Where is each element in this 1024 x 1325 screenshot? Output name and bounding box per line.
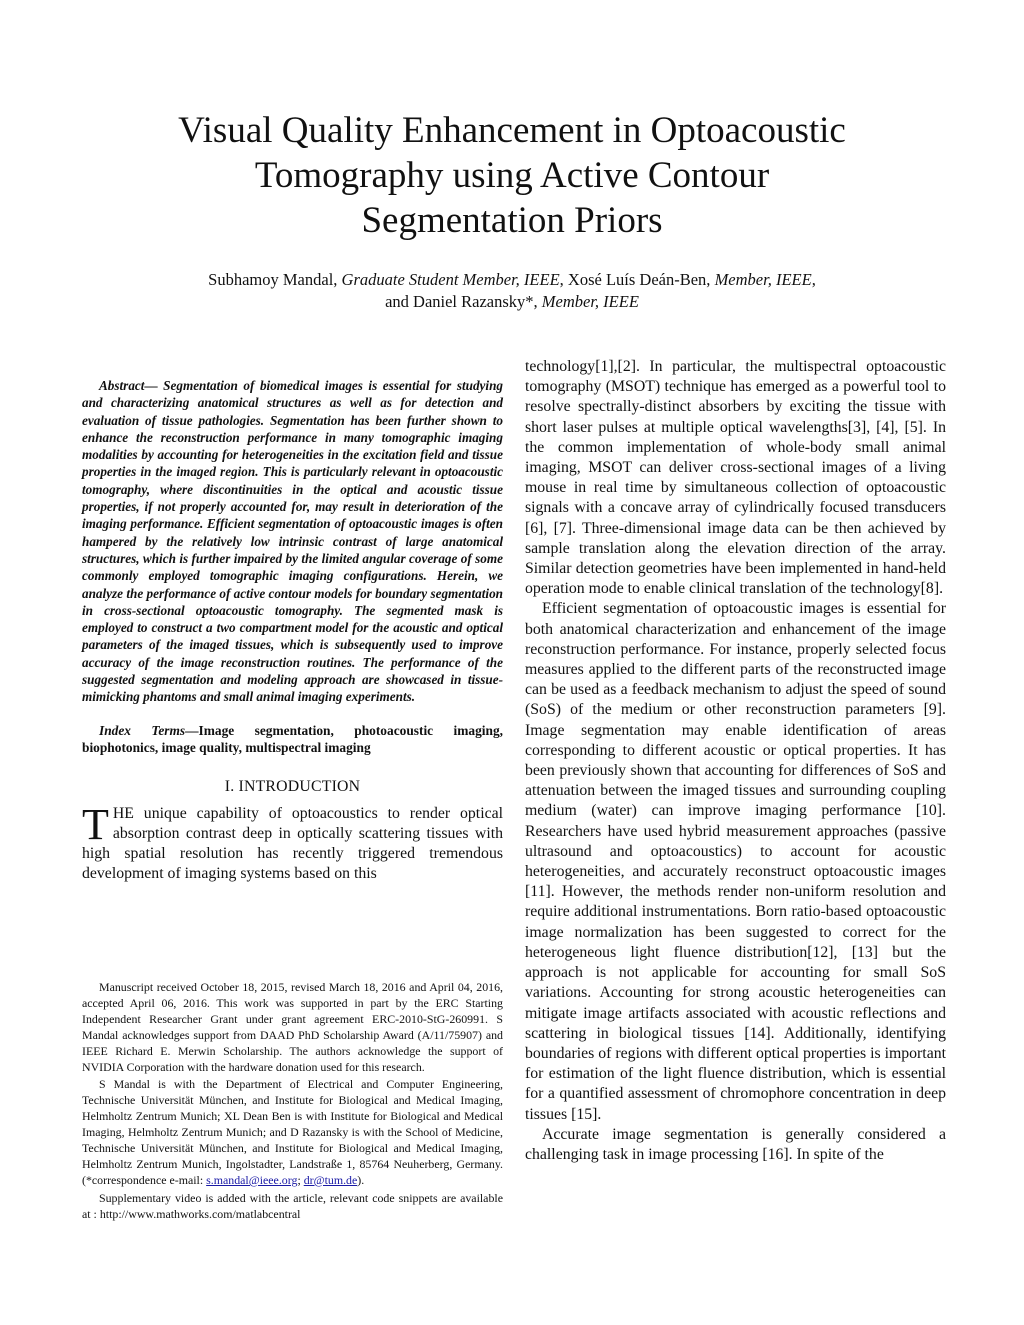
footnote-affiliations-text: S Mandal is with the Department of Electrical and Computer Engineering, Technische Universität München, and Institute for Biological and Medical Imaging, Helmholtz Zentrum Munich; XL Dean Ben is with Institute for Biological and Medical Imaging, Helmholtz Zentrum Munich; and D Razansky is with the School of Medicine, Technische Universität München, and Institute for Biological and Medical Imaging, Helmholtz Zentrum Munich, Ingolstadter, Landstraße 1, 85764 Neuherberg, Germany. (*correspondence e-mail: — [82, 1077, 503, 1187]
author-1-role: Graduate Student Member, IEEE — [341, 270, 560, 289]
index-terms-text: Image segmentation, photoacoustic imaging, biophotonics, image quality, multispectral imaging — [82, 722, 503, 756]
email-link-razansky[interactable]: dr@tum.de — [303, 1172, 358, 1187]
title-line-2: Tomography using Active Contour — [254, 155, 770, 196]
footnote-supplementary: Supplementary video is added with the article, relevant code snippets are available at : http://www.mathworks.com/matlabcentral — [82, 1190, 503, 1221]
right-column — [525, 357, 946, 1165]
left-column — [82, 377, 503, 885]
footnote-manuscript: Manuscript received October 18, 2015, revised March 18, 2016 and April 04, 2016, accepted April 06, 2016. This work was supported in part by the ERC Starting Independent Researcher Grant under grant agreement ERC-2010-StG-260991. S Mandal acknowledges support from DAAD PhD Scholarship Award (A/11/75907) and IEEE Richard E. Merwin Scholarship. The authors acknowledge the support of NVIDIA Corporation with the hardware donation used for this research. — [82, 980, 503, 1074]
intro-paragraph — [82, 799, 503, 885]
author-separator: , — [811, 270, 816, 289]
author-2-name: , Xosé Luís Deán-Ben, — [559, 270, 715, 289]
body-paragraph: Efficient segmentation of optoacoustic images is essential for both anatomical characterization and enhancement of the image reconstruction performance. For instance, properly selected focus measures applied to the different parts of the reconstructed image can be used as a feedback mechanism to adjust the speed of sound (SoS) of the medium or other reconstruction parameters [9]. Image segmentation may enable identification of areas corresponding to different acoustic or optical properties. It has been previously shown that accounting for differences of SoS and attenuation between the imaged tissues and surrounding coupling medium (water) can improve imaging performance [10]. Researchers have used hybrid measurement approaches (passive ultrasound and optoacoustics) to account for acoustic heterogeneities, and accurately reconstruct optoacoustic images [11]. However, the methods render non-uniform resolution and require additional instrumentations. Born ratio-based optoacoustic image normalization has been suggested to correct for the heterogeneous light fluence distribution[12], [13] but the approach is not applicable for accounting for small SoS variations. Accounting for strong acoustic heterogeneities can mitigate image artifacts associated with acoustic reflections and scattering in biological tissues [14]. Additionally, identifying boundaries of regions with different optical properties is important for estimation of the light fluence distribution, which is essential for a quantified assessment of chromophore concentration in deep tissues [15]. — [525, 600, 946, 1123]
abstract-text: Segmentation of biomedical images is essential for studying and characterizing anatomical structures as well as for detection and evaluation of tissue pathologies. Segmentation has been further shown to enhance the reconstruction performance in many tomographic imaging modalities by accounting for heterogeneities in the excitation field and tissue properties in the imaged region. This is particularly relevant in optoacoustic tomography, where discontinuities in the optical and acoustic tissue properties, if not properly accounted for, may result in deterioration of the imaging performance. Efficient segmentation of optoacoustic images is often hampered by the relatively low intrinsic contrast of large anatomical structures, which is further impaired by the limited angular coverage of some commonly employed tomographic imaging configurations. Herein, we analyze the performance of active contour models for boundary segmentation in cross-sectional optoacoustic tomography. The segmented mask is employed to construct a two compartment model for the acoustic and optical parameters of the imaged tissues, which is subsequently used to improve accuracy of the image reconstruction routines. The performance of the suggested segmentation and modeling approach are showcased in tissue-mimicking phantoms and small animal imaging experiments. — [82, 378, 503, 705]
email-separator: ; — [297, 1172, 304, 1187]
footnote-affiliations-end: ). — [357, 1172, 365, 1187]
paper-title — [90, 108, 934, 243]
author-list — [90, 269, 934, 313]
author-3-role: Member, IEEE — [541, 292, 639, 311]
index-terms-label: Index Terms — [99, 722, 186, 738]
footnote-affiliations — [82, 1077, 503, 1188]
index-terms — [82, 722, 503, 757]
body-paragraph: technology[1],[2]. In particular, the multispectral optoacoustic tomography (MSOT) technique has emerged as a powerful tool to resolve spectrally-distinct absorbers by exciting the tissue with short laser pulses at multiple optical wavelengths[3], [4], [5]. In the common implementation of whole-body small animal imaging, MSOT can deliver cross-sectional images of a living mouse in real time by simultaneous collection of optoacoustic signals with a concave array of cylindrically focused transducers [6], [7]. Three-dimensional image data can be then achieved by sample translation along the elevation direction of the array. Similar detection geometries have been implemented in hand-held operation mode to enable clinical translation of the technology[8]. — [525, 358, 946, 598]
body-paragraph: Accurate image segmentation is generally considered a challenging task in image processing [16]. In spite of the — [525, 1125, 946, 1163]
drop-cap: T — [82, 799, 109, 849]
author-1-name: Subhamoy Mandal, — [208, 270, 342, 289]
footnotes — [82, 980, 503, 1225]
author-3-name: and Daniel Razansky*, — [385, 292, 542, 311]
section-heading-introduction: I. INTRODUCTION — [224, 777, 361, 795]
abstract — [82, 377, 503, 706]
title-line-1: Visual Quality Enhancement in Optoacoustic — [178, 110, 846, 151]
email-link-mandal[interactable]: s.mandal@ieee.org — [206, 1172, 298, 1187]
author-2-role: Member, IEEE — [714, 270, 812, 289]
index-terms-dash: — — [185, 722, 199, 738]
abstract-dash: — — [144, 378, 164, 393]
intro-text: HE unique capability of optoacoustics to render optical absorption contrast deep in optically scattering tissues with high spatial resolution has recently triggered tremendous development of imaging systems based on this — [82, 804, 503, 883]
abstract-label: Abstract — [99, 378, 145, 393]
title-line-3: Segmentation Priors — [361, 200, 663, 241]
